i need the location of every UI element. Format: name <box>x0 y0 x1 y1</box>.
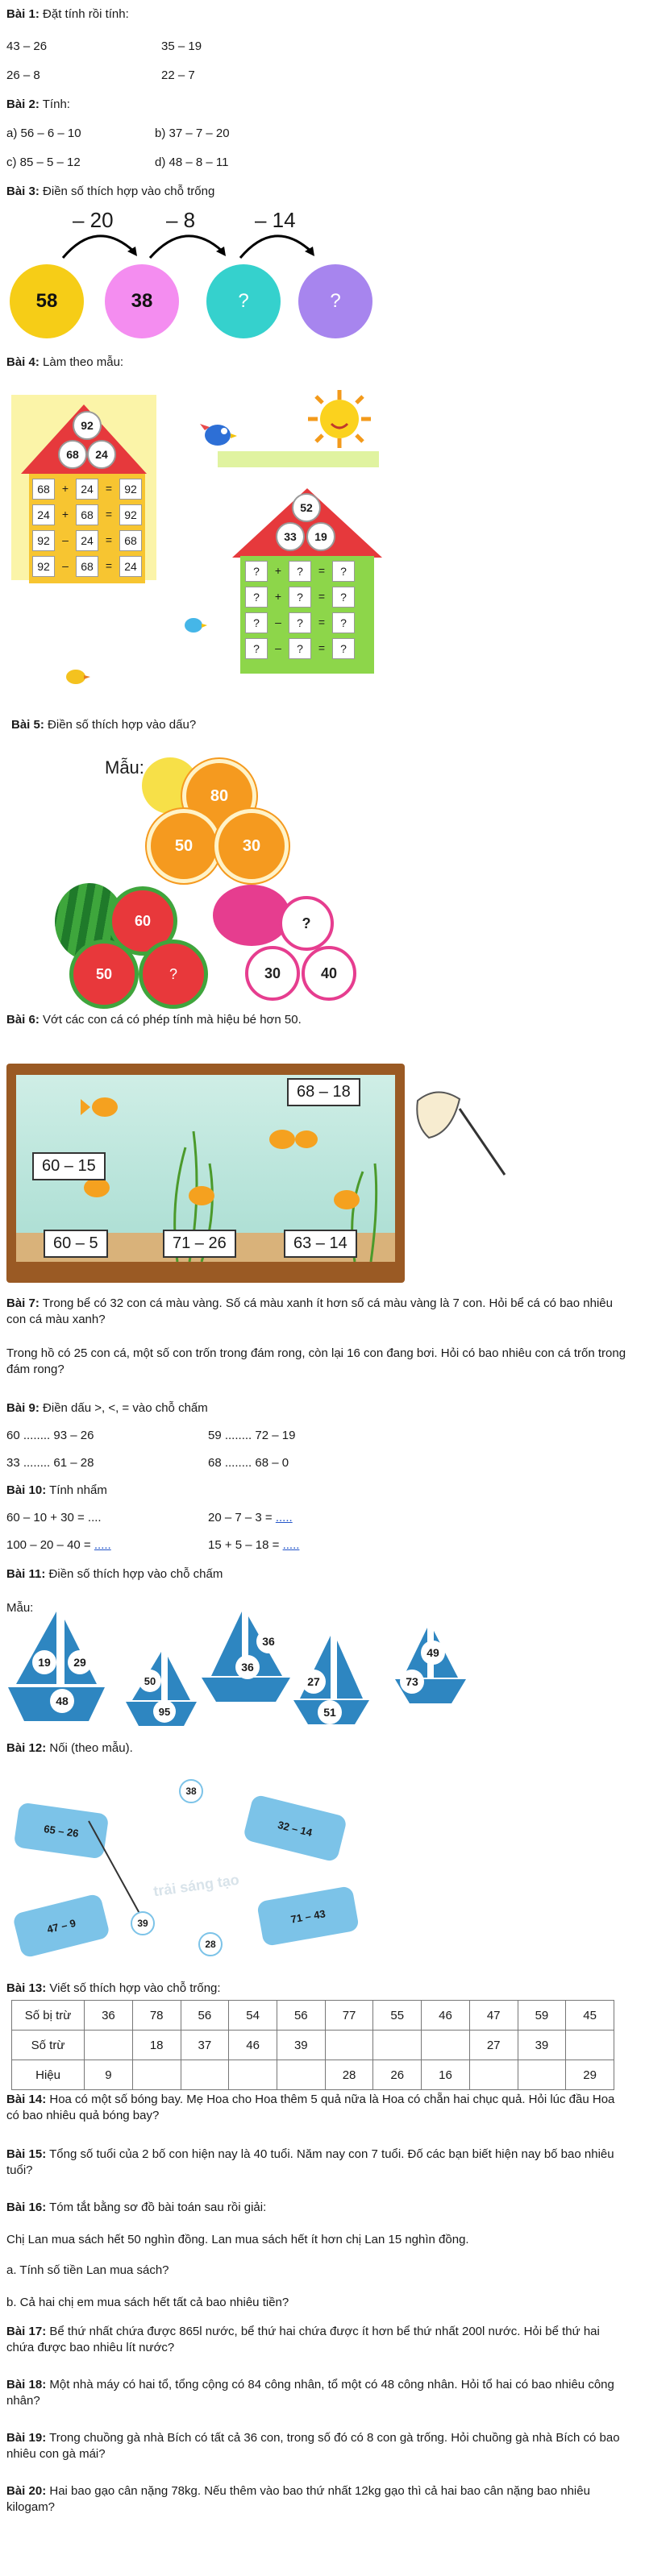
table-cell: 39 <box>277 2031 325 2060</box>
bai5-heading: Bài 5: Điền số thích hợp vào dấu? <box>11 718 197 732</box>
fish-calculation[interactable]: 60 – 15 <box>32 1152 106 1180</box>
bai19-text: Bài 19: Trong chuồng gà nhà Bích có tất cả 36 con, trong số đó có 8 con gà trống. Hỏi chuồng gà nhà Bích có bao nhiêu con gà mái? <box>6 2431 620 2461</box>
jar[interactable]: 65 – 26 <box>14 1802 110 1859</box>
bai16-question-a: a. Tính số tiền Lan mua sách? <box>6 2263 169 2277</box>
watermark-text: trải sáng tạo <box>152 1871 240 1900</box>
house-equation-row <box>32 504 142 525</box>
house-cell: ? <box>332 587 355 608</box>
table-cell: 9 <box>85 2060 133 2090</box>
bai4-heading: Bài 4: Làm theo mẫu: <box>6 355 124 369</box>
house-cell: 68 <box>76 556 98 577</box>
bai3-circle: 38 <box>105 264 179 338</box>
jar[interactable]: 71 – 43 <box>256 1885 360 1947</box>
table-cell: 27 <box>469 2031 518 2060</box>
bai16-heading: Bài 16: Tóm tắt bằng sơ đồ bài toán sau rồi giải: <box>6 2201 267 2214</box>
house-cell: 92 <box>119 504 142 525</box>
house-equation-row <box>32 556 142 577</box>
house-operator: – <box>62 533 69 546</box>
bai12-heading: Bài 12: Nối (theo mẫu). <box>6 1741 133 1755</box>
bai20-text: Bài 20: Hai bao gạo cân nặng 78kg. Nếu thêm vào bao thứ nhất 12kg gạo thì cả hai bao cân nặng bao nhiêu kilogam? <box>6 2484 590 2514</box>
table-cell[interactable] <box>181 2060 229 2090</box>
bai17-text: Bài 17: Bể thứ nhất chứa được 865l nước, bể thứ hai chứa được ít hơn bể thứ nhất 200l nước. Hỏi bể thứ hai chứa được bao nhiêu lít nước? <box>6 2325 600 2354</box>
bai9-heading: Bài 9: Điền dấu >, <, = vào chỗ chấm <box>6 1401 208 1415</box>
jar[interactable]: 47 – 9 <box>12 1893 110 1958</box>
bai7-text: Bài 7: Trong bể có 32 con cá màu vàng. Số cá màu xanh ít hơn số cá màu vàng là 7 con. Hỏi bể cá có bao nhiêu con cá màu xanh? <box>6 1296 613 1326</box>
house-cell: 92 <box>32 556 55 577</box>
house-cell: ? <box>245 638 268 659</box>
house-equation-row <box>245 587 355 608</box>
number-ball[interactable]: 28 <box>198 1932 223 1956</box>
house-right-number: 24 <box>87 440 116 469</box>
bird-icon <box>181 614 208 637</box>
bai1-heading: Bài 1: Đặt tính rồi tính: <box>6 7 129 21</box>
house-cell: 68 <box>32 479 55 500</box>
table-cell[interactable] <box>518 2060 566 2090</box>
house-operator: + <box>274 590 282 603</box>
bai9-item: 68 ........ 68 – 0 <box>208 1456 289 1470</box>
table-row <box>12 2001 614 2031</box>
bai2-item: a) 56 – 6 – 10 <box>6 127 81 140</box>
house-cell: 24 <box>76 479 98 500</box>
house-cell: 92 <box>32 530 55 551</box>
house-cell: ? <box>289 612 311 633</box>
number-ball[interactable]: 38 <box>179 1779 203 1803</box>
table-cell: 78 <box>132 2001 181 2031</box>
house-cell: ? <box>332 561 355 582</box>
table-cell[interactable] <box>277 2060 325 2090</box>
fish-calculation[interactable]: 60 – 5 <box>44 1230 108 1258</box>
bai16-question-b: b. Cả hai chị em mua sách hết tất cả bao nhiêu tiền? <box>6 2296 289 2309</box>
table-cell: 45 <box>566 2001 614 2031</box>
bird-icon <box>60 664 92 688</box>
house-cell: 24 <box>119 556 142 577</box>
house1-rows <box>32 479 142 582</box>
table-cell[interactable] <box>325 2031 373 2060</box>
table-cell[interactable] <box>229 2060 277 2090</box>
house-top-number: 52 <box>292 493 321 522</box>
bai15-text: Bài 15: Tổng số tuổi của 2 bố con hiện nay là 40 tuổi. Năm nay con 7 tuổi. Đố các bạn biết hiện nay bố bao nhiêu tuổi? <box>6 2147 614 2177</box>
house-operator: = <box>105 508 113 521</box>
house-equation-row <box>245 638 355 659</box>
bai9-item: 33 ........ 61 – 28 <box>6 1456 94 1470</box>
table-row-header: Số bị trừ <box>12 2001 85 2031</box>
boat-number: 36 <box>256 1629 281 1653</box>
boat-number: 73 <box>400 1670 424 1694</box>
table-cell[interactable] <box>566 2031 614 2060</box>
table-cell: 28 <box>325 2060 373 2090</box>
house-cell: 92 <box>119 479 142 500</box>
house-equation-row <box>32 479 142 500</box>
boat-number: 36 <box>235 1655 260 1679</box>
bai3-circle: ? <box>206 264 281 338</box>
house-cell: ? <box>289 561 311 582</box>
boat-number: 19 <box>32 1650 56 1674</box>
house-operator: = <box>318 564 326 577</box>
table-cell: 47 <box>469 2001 518 2031</box>
house-cell: 24 <box>32 504 55 525</box>
house-operator: = <box>105 559 113 572</box>
table-cell: 56 <box>181 2001 229 2031</box>
house-left-number: 68 <box>58 440 87 469</box>
boat-number: 50 <box>139 1670 161 1692</box>
table-cell: 54 <box>229 2001 277 2031</box>
dragonfruit-slice: 40 <box>302 946 356 1001</box>
table-cell: 56 <box>277 2001 325 2031</box>
bai1-item: 26 – 8 <box>6 68 40 82</box>
house-cell: 24 <box>76 530 98 551</box>
boat-number: 51 <box>318 1700 342 1724</box>
bai11-heading: Bài 11: Điền số thích hợp vào chỗ chấm <box>6 1567 223 1581</box>
house-equation-row <box>32 530 142 551</box>
bai10-item: 100 – 20 – 40 = ..... <box>6 1538 111 1552</box>
boat-number: 27 <box>302 1670 326 1694</box>
bai3-arrow-label: – 8 <box>166 208 196 232</box>
fishing-net-icon <box>413 1085 510 1181</box>
house-right-number: 19 <box>306 522 335 551</box>
bai3-arrow-label: – 14 <box>255 208 296 232</box>
table-row <box>12 2060 614 2090</box>
table-cell[interactable] <box>373 2031 422 2060</box>
bai2-heading: Bài 2: Tính: <box>6 97 70 111</box>
bai6-heading: Bài 6: Vớt các con cá có phép tính mà hiệu bé hơn 50. <box>6 1013 302 1027</box>
table-cell: 26 <box>373 2060 422 2090</box>
bai3-circle: ? <box>298 264 372 338</box>
bai3-circle: 58 <box>10 264 84 338</box>
table-row-header: Hiệu <box>12 2060 85 2090</box>
bai10-item: 60 – 10 + 30 = .... <box>6 1511 102 1524</box>
house-top-number: 92 <box>73 411 102 440</box>
house-equation-row <box>245 612 355 633</box>
bai2-item: c) 85 – 5 – 12 <box>6 156 81 169</box>
house-equation-row <box>245 561 355 582</box>
house-operator: = <box>105 482 113 495</box>
bai1-item: 22 – 7 <box>161 68 195 82</box>
table-cell: 55 <box>373 2001 422 2031</box>
fish-calculation[interactable]: 68 – 18 <box>287 1078 360 1106</box>
orange-slice: 80 <box>182 759 256 833</box>
house-operator: + <box>61 508 69 521</box>
bai4-background <box>218 451 379 467</box>
watermelon-slice: 50 <box>69 940 139 1009</box>
table-cell: 16 <box>422 2060 470 2090</box>
bai9-item: 59 ........ 72 – 19 <box>208 1429 296 1442</box>
sun-icon <box>303 387 376 451</box>
table-cell[interactable] <box>132 2060 181 2090</box>
house-cell: ? <box>289 638 311 659</box>
table-cell: 46 <box>229 2031 277 2060</box>
table-cell: 77 <box>325 2001 373 2031</box>
house-cell: ? <box>245 612 268 633</box>
table-cell: 37 <box>181 2031 229 2060</box>
house-cell: ? <box>332 612 355 633</box>
bai10-item: 20 – 7 – 3 = ..... <box>208 1511 293 1524</box>
house-cell: 68 <box>119 530 142 551</box>
matching-line <box>0 1781 371 1958</box>
house-operator: – <box>275 641 281 654</box>
orange-slice: 30 <box>214 809 289 883</box>
bai9-item: 60 ........ 93 – 26 <box>6 1429 94 1442</box>
house-left-number: 33 <box>276 522 305 551</box>
table-cell: 18 <box>132 2031 181 2060</box>
fish-calculation[interactable]: 71 – 26 <box>163 1230 236 1258</box>
bai16-text: Chị Lan mua sách hết 50 nghìn đồng. Lan mua sách hết ít hơn chị Lan 15 nghìn đồng. <box>6 2233 469 2246</box>
bai2-item: b) 37 – 7 – 20 <box>155 127 230 140</box>
orange-slice: 50 <box>147 809 221 883</box>
table-cell: 36 <box>85 2001 133 2031</box>
table-row-header: Số trừ <box>12 2031 85 2060</box>
house-operator: = <box>318 590 326 603</box>
bai11-mau-label: Mẫu: <box>6 1601 34 1615</box>
house-operator: = <box>105 533 113 546</box>
bai8-text: Trong hồ có 25 con cá, một số con trốn trong đám rong, còn lại 16 con đang bơi. Hỏi có bao nhiêu con cá trốn trong đám rong? <box>6 1346 626 1376</box>
table-cell[interactable] <box>85 2031 133 2060</box>
table-cell[interactable] <box>469 2060 518 2090</box>
boat-number: 48 <box>50 1689 74 1713</box>
fish-calculation[interactable]: 63 – 14 <box>284 1230 357 1258</box>
table-cell: 29 <box>566 2060 614 2090</box>
bai13-table <box>11 2000 614 2090</box>
house-operator: – <box>62 559 69 572</box>
house-cell: ? <box>289 587 311 608</box>
bai18-text: Bài 18: Một nhà máy có hai tổ, tổng cộng có 84 công nhân, tổ một có 48 công nhân. Hỏi tổ hai có bao nhiêu công nhân? <box>6 2378 614 2408</box>
house-cell: ? <box>332 638 355 659</box>
table-cell: 39 <box>518 2031 566 2060</box>
bai2-item: d) 48 – 8 – 11 <box>155 156 229 169</box>
table-cell: 46 <box>422 2001 470 2031</box>
house2-rows <box>245 561 355 664</box>
watermelon-slice: ? <box>139 940 208 1009</box>
watermelon-slice: 60 <box>108 886 177 956</box>
bai10-heading: Bài 10: Tính nhẩm <box>6 1483 107 1497</box>
table-cell[interactable] <box>422 2031 470 2060</box>
bai1-item: 35 – 19 <box>161 39 202 53</box>
table-row <box>12 2031 614 2060</box>
bai13-heading: Bài 13: Viết số thích hợp vào chỗ trống: <box>6 1981 221 1995</box>
dragonfruit-icon <box>213 885 290 946</box>
bai10-item: 15 + 5 – 18 = ..... <box>208 1538 300 1552</box>
jar[interactable]: 32 – 14 <box>243 1794 347 1862</box>
bai3-heading: Bài 3: Điền số thích hợp vào chỗ trống <box>6 185 215 198</box>
number-ball[interactable]: 39 <box>131 1911 155 1935</box>
dragonfruit-slice: 30 <box>245 946 300 1001</box>
boat-number: 95 <box>153 1700 176 1723</box>
house-operator: = <box>318 641 326 654</box>
bai1-item: 43 – 26 <box>6 39 48 53</box>
boat-number: 29 <box>68 1650 92 1674</box>
dragonfruit-slice: ? <box>279 896 334 951</box>
house-cell: 68 <box>76 504 98 525</box>
bird-icon <box>198 419 239 451</box>
boat-number: 49 <box>421 1641 445 1665</box>
house-operator: + <box>274 564 282 577</box>
bai3-arrow-label: – 20 <box>73 208 114 232</box>
bai14-text: Bài 14: Hoa có một số bóng bay. Mẹ Hoa cho Hoa thêm 5 quả nữa là Hoa có chẵn hai chục quả. Hỏi lúc đầu Hoa có bao nhiêu quả bóng bay? <box>6 2093 615 2122</box>
house-cell: ? <box>245 561 268 582</box>
house-operator: + <box>61 482 69 495</box>
house-cell: ? <box>245 587 268 608</box>
house-operator: – <box>275 616 281 628</box>
house-operator: = <box>318 616 326 628</box>
bai5-mau-label: Mẫu: <box>105 757 144 778</box>
table-cell: 59 <box>518 2001 566 2031</box>
